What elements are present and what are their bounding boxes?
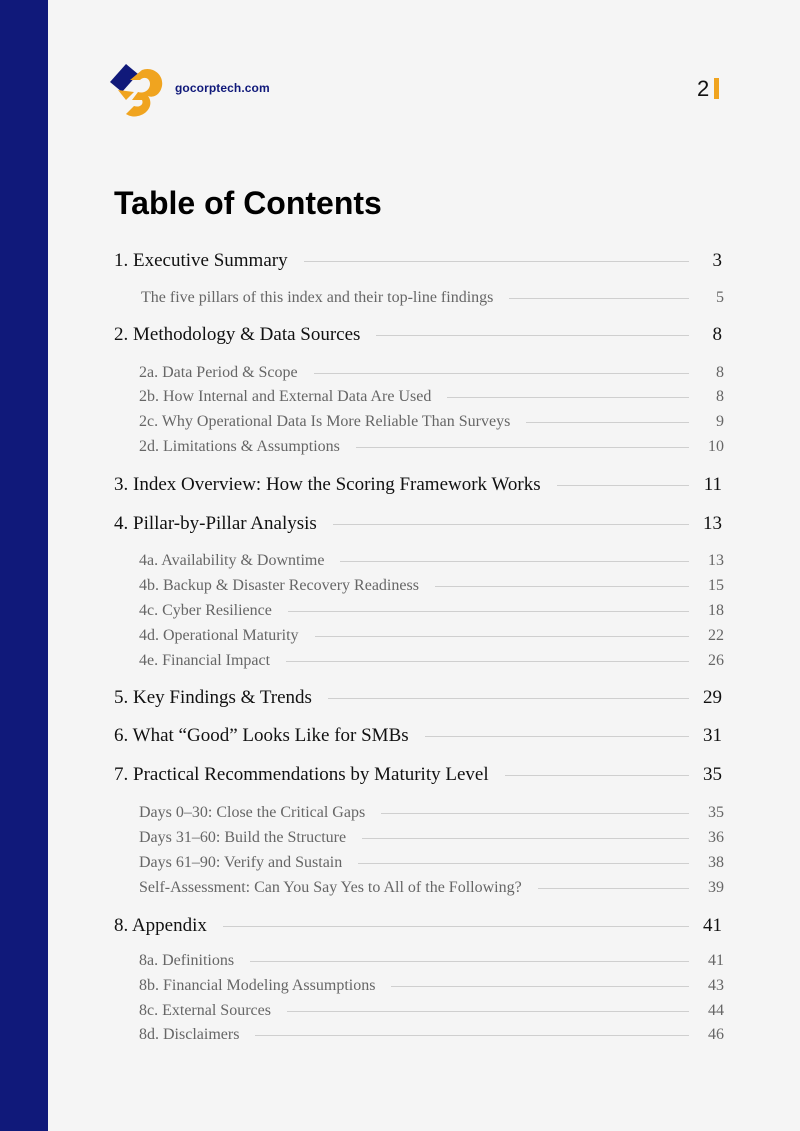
toc-leader-line — [250, 961, 689, 962]
toc-entry-label: 2b. How Internal and External Data Are Used — [139, 388, 432, 405]
toc-entry-page-number: 3 — [712, 250, 722, 271]
toc-subsection-entry[interactable] — [0, 575, 800, 599]
toc-entry-page-number: 18 — [708, 602, 724, 619]
toc-entry-label: 6. What “Good” Looks Like for SMBs — [114, 725, 409, 746]
toc-section-entry[interactable] — [0, 724, 800, 748]
toc-leader-line — [526, 422, 689, 423]
toc-entry-page-number: 15 — [708, 577, 724, 594]
toc-entry-page-number: 31 — [703, 725, 722, 746]
toc-entry-label: Self-Assessment: Can You Say Yes to All of the Following? — [139, 879, 522, 896]
toc-entry-page-number: 22 — [708, 627, 724, 644]
gocorptech-logo-icon — [108, 60, 166, 118]
toc-entry-label: 5. Key Findings & Trends — [114, 687, 312, 708]
toc-leader-line — [286, 661, 689, 662]
toc-entry-label: 4d. Operational Maturity — [139, 627, 299, 644]
toc-section-entry[interactable] — [0, 249, 800, 273]
toc-leader-line — [223, 926, 689, 927]
toc-leader-line — [328, 698, 689, 699]
toc-entry-page-number: 29 — [703, 687, 722, 708]
toc-section-entry[interactable] — [0, 686, 800, 710]
toc-leader-line — [376, 335, 689, 336]
toc-subsection-entry[interactable] — [0, 802, 800, 826]
toc-leader-line — [557, 485, 689, 486]
toc-entry-page-number: 10 — [708, 438, 724, 455]
toc-subsection-entry[interactable] — [0, 600, 800, 624]
toc-entry-label: 8. Appendix — [114, 915, 207, 936]
toc-entry-label: Days 0–30: Close the Critical Gaps — [139, 804, 366, 821]
toc-entry-page-number: 41 — [703, 915, 722, 936]
toc-subsection-entry[interactable] — [0, 975, 800, 999]
toc-entry-page-number: 8 — [716, 388, 724, 405]
toc-leader-line — [425, 736, 689, 737]
brand-name: gocorptech.com — [175, 81, 270, 95]
toc-entry-label: 2a. Data Period & Scope — [139, 364, 298, 381]
toc-entry-page-number: 39 — [708, 879, 724, 896]
toc-leader-line — [356, 447, 689, 448]
toc-leader-line — [358, 863, 689, 864]
toc-entry-label: 4b. Backup & Disaster Recovery Readiness — [139, 577, 419, 594]
toc-entry-page-number: 46 — [708, 1026, 724, 1043]
toc-entry-label: Days 61–90: Verify and Sustain — [139, 854, 343, 871]
toc-subsection-entry[interactable] — [0, 1000, 800, 1024]
toc-entry-page-number: 5 — [716, 289, 724, 306]
toc-entry-label: 8d. Disclaimers — [139, 1026, 240, 1043]
toc-leader-line — [435, 586, 689, 587]
toc-entry-page-number: 35 — [708, 804, 724, 821]
toc-entry-page-number: 41 — [708, 952, 724, 969]
toc-leader-line — [287, 1011, 689, 1012]
toc-leader-line — [255, 1035, 689, 1036]
toc-subsection-entry[interactable] — [0, 827, 800, 851]
toc-entry-page-number: 9 — [716, 413, 724, 430]
toc-entry-label: The five pillars of this index and their top-line findings — [141, 289, 494, 306]
toc-section-entry[interactable] — [0, 914, 800, 938]
toc-entry-label: 4. Pillar-by-Pillar Analysis — [114, 513, 317, 534]
toc-entry-page-number: 36 — [708, 829, 724, 846]
toc-leader-line — [288, 611, 689, 612]
toc-entry-page-number: 13 — [708, 552, 724, 569]
toc-subsection-entry[interactable] — [0, 852, 800, 876]
toc-leader-line — [315, 636, 689, 637]
toc-entry-label: 4e. Financial Impact — [139, 652, 271, 669]
toc-leader-line — [538, 888, 689, 889]
toc-leader-line — [304, 261, 689, 262]
toc-entry-page-number: 8 — [716, 364, 724, 381]
toc-entry-label: 7. Practical Recommendations by Maturity Level — [114, 764, 489, 785]
toc-subsection-entry[interactable] — [0, 877, 800, 901]
toc-leader-line — [505, 775, 689, 776]
toc-section-entry[interactable] — [0, 473, 800, 497]
toc-entry-label: 2c. Why Operational Data Is More Reliable Than Surveys — [139, 413, 511, 430]
toc-subsection-entry[interactable] — [0, 650, 800, 674]
toc-leader-line — [381, 813, 689, 814]
toc-leader-line — [314, 373, 689, 374]
toc-entry-page-number: 35 — [703, 764, 722, 785]
toc-entry-page-number: 26 — [708, 652, 724, 669]
toc-subsection-entry[interactable] — [0, 287, 800, 311]
page-number-accent — [714, 78, 719, 99]
toc-leader-line — [447, 397, 689, 398]
toc-entry-label: 8a. Definitions — [139, 952, 235, 969]
toc-entry-label: 4a. Availability & Downtime — [139, 552, 325, 569]
page-number: 2 — [697, 76, 710, 101]
toc-entry-label: 8c. External Sources — [139, 1002, 271, 1019]
toc-subsection-entry[interactable] — [0, 411, 800, 435]
toc-entry-label: 2. Methodology & Data Sources — [114, 324, 361, 345]
page-title: Table of Contents — [114, 185, 382, 221]
toc-entry-label: 4c. Cyber Resilience — [139, 602, 272, 619]
toc-subsection-entry[interactable] — [0, 386, 800, 410]
toc-section-entry[interactable] — [0, 512, 800, 536]
toc-entry-label: 3. Index Overview: How the Scoring Framework Works — [114, 474, 541, 495]
toc-entry-page-number: 44 — [708, 1002, 724, 1019]
toc-leader-line — [333, 524, 689, 525]
toc-entry-label: 1. Executive Summary — [114, 250, 288, 271]
toc-entry-page-number: 38 — [708, 854, 724, 871]
toc-subsection-entry[interactable] — [0, 550, 800, 574]
toc-leader-line — [509, 298, 689, 299]
toc-subsection-entry[interactable] — [0, 625, 800, 649]
toc-entry-page-number: 13 — [703, 513, 722, 534]
toc-entry-page-number: 43 — [708, 977, 724, 994]
toc-entry-label: 8b. Financial Modeling Assumptions — [139, 977, 376, 994]
toc-subsection-entry[interactable] — [0, 1024, 800, 1048]
toc-entry-page-number: 11 — [703, 474, 722, 495]
toc-section-entry[interactable] — [0, 323, 800, 347]
toc-leader-line — [391, 986, 689, 987]
toc-leader-line — [362, 838, 689, 839]
toc-subsection-entry[interactable] — [0, 436, 800, 460]
toc-subsection-entry[interactable] — [0, 362, 800, 386]
toc-subsection-entry[interactable] — [0, 950, 800, 974]
toc-leader-line — [340, 561, 689, 562]
toc-entry-label: Days 31–60: Build the Structure — [139, 829, 347, 846]
toc-entry-page-number: 8 — [712, 324, 722, 345]
toc-entry-label: 2d. Limitations & Assumptions — [139, 438, 340, 455]
toc-section-entry[interactable] — [0, 763, 800, 787]
